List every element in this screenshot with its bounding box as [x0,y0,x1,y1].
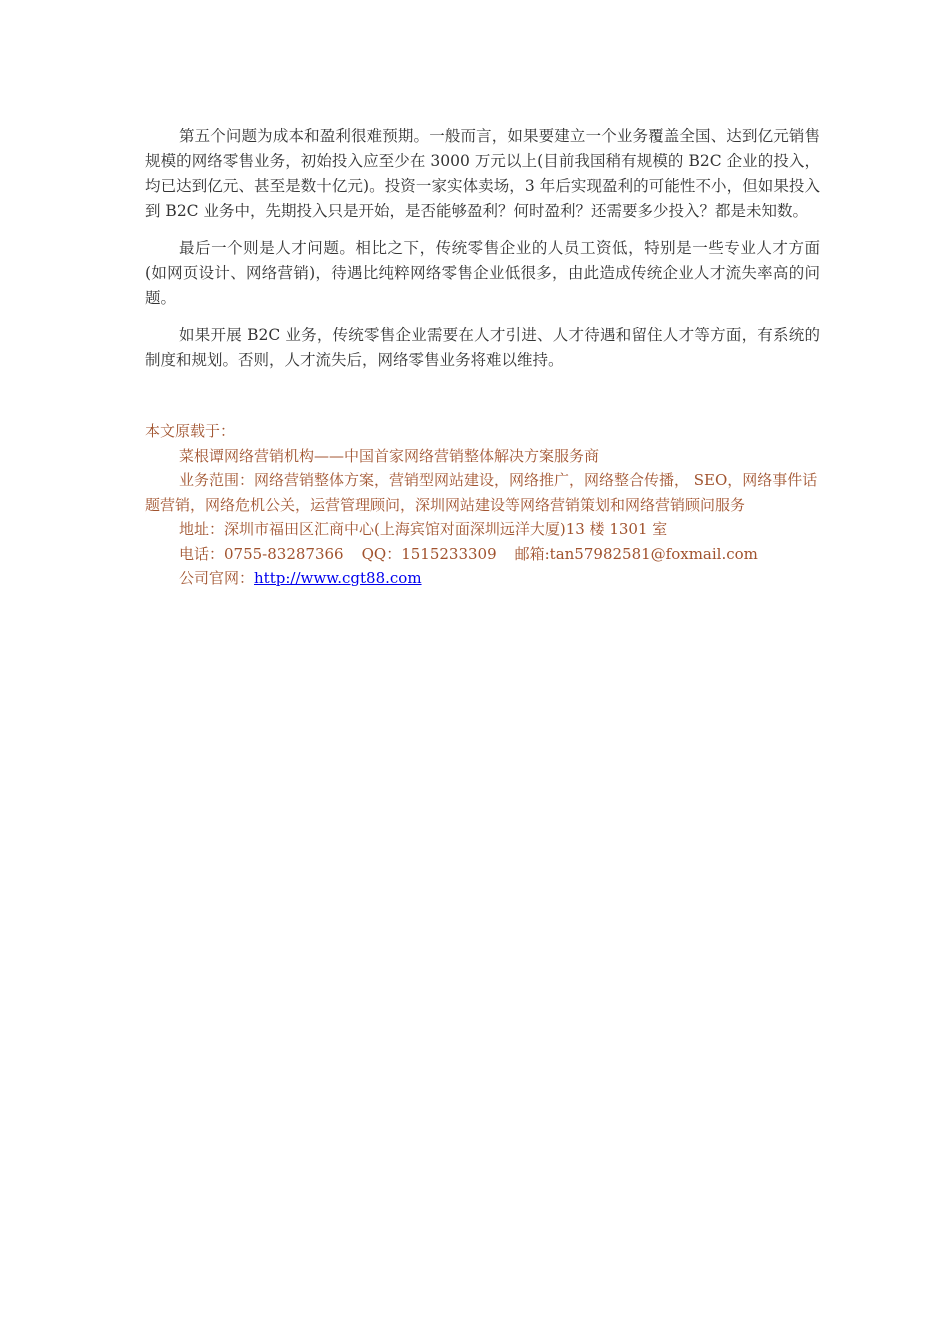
source-qq: QQ：1515233309 [361,544,497,563]
paragraph-cost-profit: 第五个问题为成本和盈利很难预期。一般而言，如果要建立一个业务覆盖全国、达到亿元销售规模的网络零售业务，初始投入应至少在 3000 万元以上(目前我国稍有规模的 B2C 企业的投入，均已达到亿元、甚至是数十亿元)。投资一家实体卖场，3 年后实现盈利的可能性不小，但如果投入到 B2C 业务中，先期投入只是开始，是否能够盈利？何时盈利？还需要多少投入？都是未知数。 [145,127,820,220]
source-address: 地址：深圳市福田区汇商中心(上海宾馆对面深圳远洋大厦)13 楼 1301 室 [179,520,668,538]
source-scope: 业务范围：网络营销整体方案，营销型网站建设，网络推广，网络整合传播， SEO，网络事件话题营销，网络危机公关，运营管理顾问，深圳网站建设等网络营销策划和网络营销顾问服务 [145,471,818,514]
paragraph-talent-problem: 最后一个则是人才问题。相比之下，传统零售企业的人员工资低，特别是一些专业人才方面(如网页设计、网络营销)，待遇比纯粹网络零售企业低很多，由此造成传统企业人才流失率高的问题。 [145,239,820,307]
source-phone: 电话：0755-83287366 [179,544,344,563]
paragraph-b2c-talent-plan: 如果开展 B2C 业务，传统零售企业需要在人才引进、人才待遇和留住人才等方面，有系统的制度和规划。否则，人才流失后，网络零售业务将难以维持。 [145,326,820,369]
source-heading: 本文原载于： [145,422,236,440]
source-org: 菜根谭网络营销机构——中国首家网络营销整体解决方案服务商 [179,446,600,465]
document-page [145,124,820,591]
source-website [145,566,820,591]
website-link[interactable]: http://www.cgt88.com [254,569,422,587]
source-contact [145,542,820,567]
source-block [145,419,820,591]
source-website-label: 公司官网： [179,569,255,587]
source-email: 邮箱:tan57982581@foxmail.com [514,544,758,563]
